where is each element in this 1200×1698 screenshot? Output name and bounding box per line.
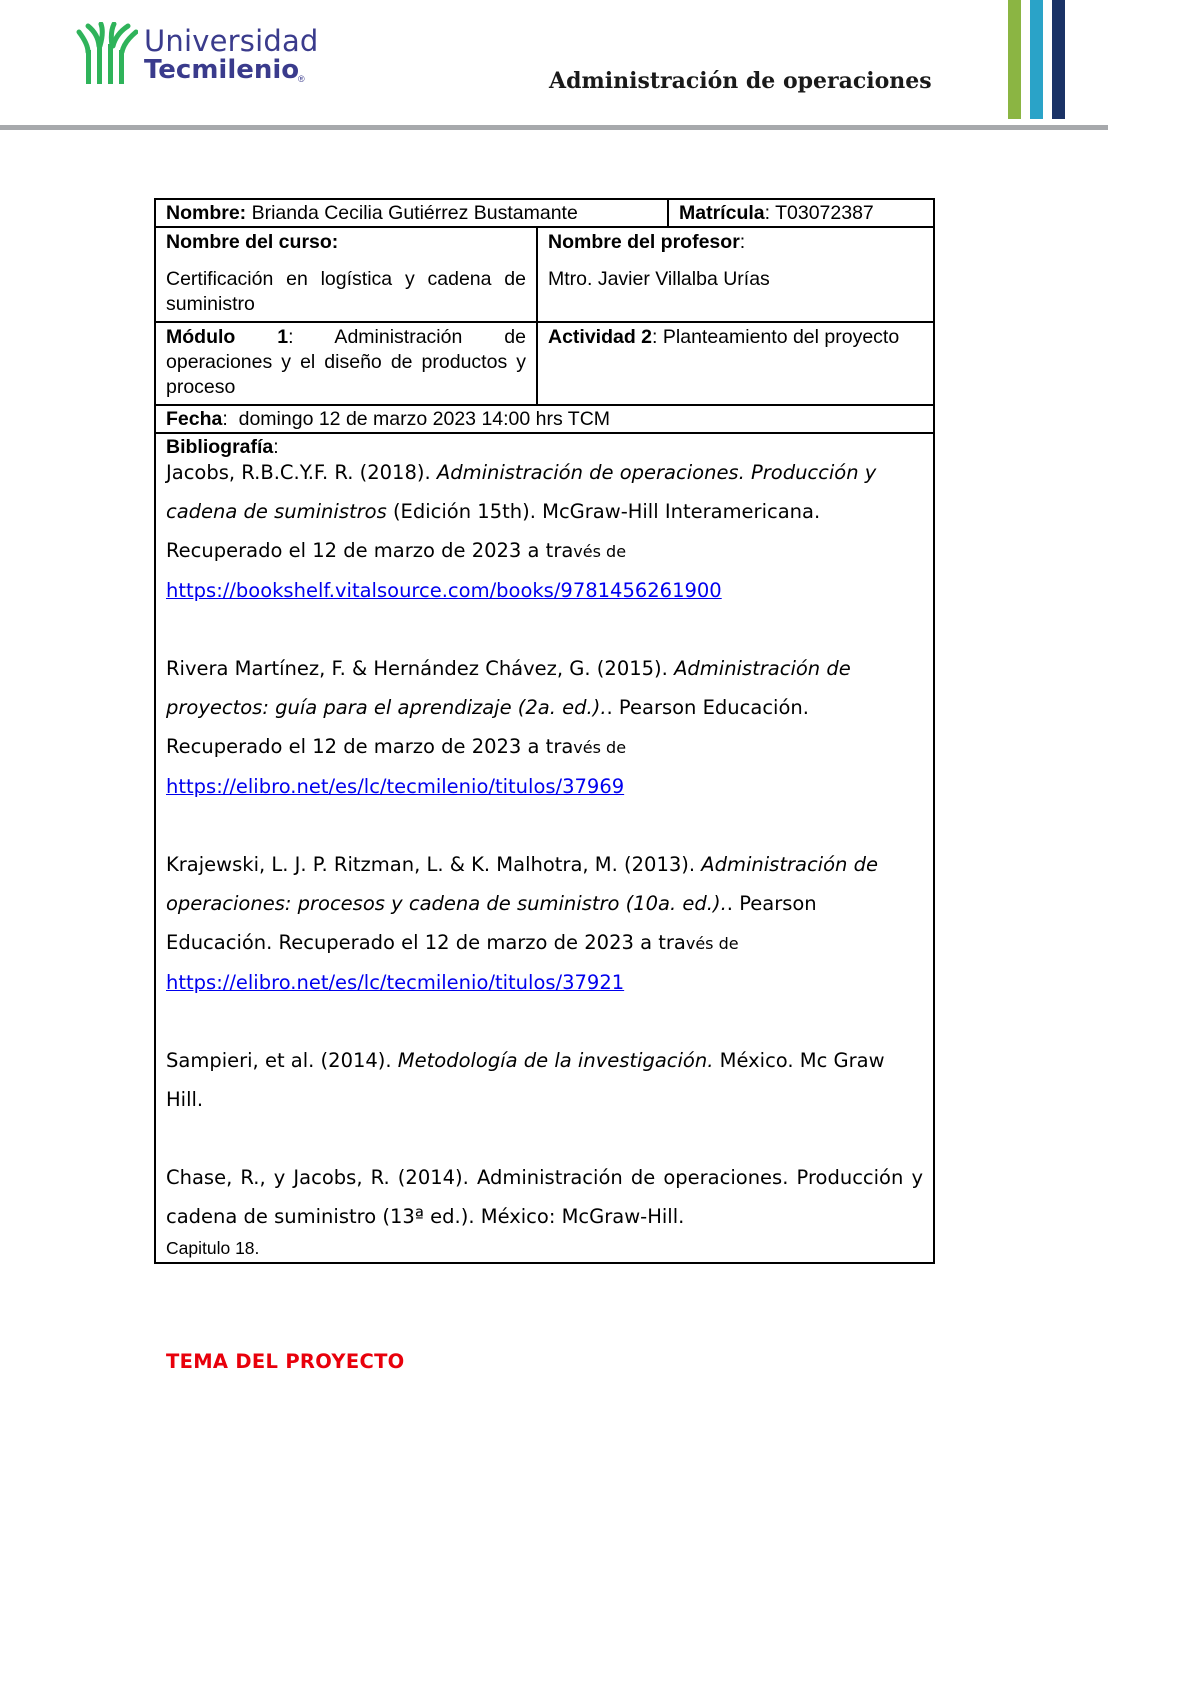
- bibliography-entry: [166, 1041, 923, 1119]
- ref3-tail: vés de: [685, 934, 739, 953]
- table-row-modulo: [155, 322, 934, 405]
- bibliografia-label: Bibliografía: [166, 436, 274, 458]
- table-row-nombre: [155, 199, 934, 227]
- bibliography-list: [166, 453, 923, 1260]
- spacer: [166, 806, 923, 845]
- ref3-author: Krajewski, L. J. P. Ritzman, L. & K. Malhotra, M. (2013).: [166, 853, 702, 876]
- bibliography-entry: [166, 845, 923, 1002]
- actividad-label: Actividad 2: [548, 326, 653, 348]
- header-title: Administración de operaciones: [549, 68, 932, 94]
- bibliografia-cell: [155, 433, 934, 1263]
- ref4-author: Sampieri, et al. (2014).: [166, 1049, 398, 1072]
- nombre-cell: [155, 199, 668, 227]
- project-topic-heading: TEMA DEL PROYECTO: [166, 1350, 405, 1373]
- table-row-bibliografia: [155, 433, 934, 1263]
- university-logo: [76, 22, 319, 86]
- page-header: [0, 0, 1108, 132]
- ref2-author: Rivera Martínez, F. & Hernández Chávez, G. (2015).: [166, 657, 675, 680]
- bibliography-entry: [166, 649, 923, 806]
- ref2-title: Administración de proyectos: guía para el aprendizaje (2a. ed.).: [166, 657, 851, 719]
- spacer: [166, 610, 923, 649]
- modulo-label: Módulo 1: [166, 326, 289, 348]
- matricula-label: Matrícula: [679, 202, 765, 224]
- ref1-tail: vés de: [573, 542, 627, 561]
- modulo-cell: [155, 322, 537, 405]
- profesor-colon: :: [739, 231, 746, 253]
- logo-text-tecmilenio: Tecmilenio: [144, 55, 300, 85]
- table-row-curso: [155, 227, 934, 322]
- student-info-table: [154, 198, 935, 1264]
- nombre-label: Nombre:: [166, 202, 247, 224]
- curso-label: Nombre del curso:: [166, 231, 339, 253]
- bibliography-entry: [166, 453, 923, 610]
- profesor-value: Mtro. Javier Villalba Urías: [548, 268, 770, 290]
- accent-bar-green: [1008, 0, 1021, 119]
- ref3-title: Administración de operaciones: procesos y cadena de suministro (10a. ed.).: [166, 853, 878, 915]
- spacer: [166, 1002, 923, 1041]
- spacer: [166, 1119, 923, 1158]
- actividad-value: : Planteamiento del proyecto: [652, 326, 900, 348]
- ref1-rest: (Edición 15th). McGraw-Hill Interamericana. Recuperado el 12 de marzo de 2023 a tra: [166, 500, 821, 562]
- table-row-fecha: [155, 405, 934, 433]
- logo-registered-mark: ®: [298, 74, 305, 84]
- curso-value: Certificación en logística y cadena de suministro: [166, 268, 526, 315]
- accent-bar-navy: [1052, 0, 1065, 119]
- bibliography-entry: [166, 1158, 923, 1236]
- nombre-value: Brianda Cecilia Gutiérrez Bustamante: [246, 202, 578, 224]
- logo-text-universidad: Universidad: [144, 24, 319, 58]
- ref4-title: Metodología de la investigación.: [397, 1049, 714, 1072]
- actividad-cell: [537, 322, 934, 405]
- fecha-value: : domingo 12 de marzo 2023 14:00 hrs TCM: [222, 408, 611, 430]
- ref1-link[interactable]: https://bookshelf.vitalsource.com/books/9781456261900: [166, 579, 722, 602]
- modulo-value: : Administración de operaciones y el diseño de productos y proceso: [166, 326, 526, 398]
- fecha-cell: [155, 405, 934, 433]
- ref1-author: Jacobs, R.B.C.Y.F. R. (2018).: [166, 461, 437, 484]
- matricula-value: : T03072387: [764, 202, 874, 224]
- matricula-cell: [668, 199, 934, 227]
- bibliografia-colon: :: [273, 436, 279, 458]
- tecmilenio-leaf-icon: [76, 22, 138, 84]
- ref1-title: Administración de operaciones. Producción y cadena de suministros: [166, 461, 877, 523]
- fecha-label: Fecha: [166, 408, 223, 430]
- profesor-cell: [537, 227, 934, 322]
- ref3-link[interactable]: https://elibro.net/es/lc/tecmilenio/titulos/37921: [166, 971, 625, 994]
- header-divider: [0, 125, 1108, 130]
- ref4-rest: México. Mc Graw Hill.: [166, 1049, 885, 1111]
- ref2-tail: vés de: [573, 738, 627, 757]
- ref2-link[interactable]: https://elibro.net/es/lc/tecmilenio/titulos/37969: [166, 775, 625, 798]
- ref3-rest: . Pearson Educación. Recuperado el 12 de marzo de 2023 a tra: [166, 892, 817, 954]
- accent-bar-teal: [1030, 0, 1043, 119]
- curso-cell: [155, 227, 537, 322]
- ref5-text: Chase, R., y Jacobs, R. (2014). Administración de operaciones. Producción y cadena de suministro (13ª ed.). México: McGraw-Hill.: [166, 1166, 924, 1228]
- ref2-rest: . Pearson Educación. Recuperado el 12 de marzo de 2023 a tra: [166, 696, 809, 758]
- ref5-capitulo: Capitulo 18.: [166, 1238, 260, 1258]
- profesor-label: Nombre del profesor: [548, 231, 740, 253]
